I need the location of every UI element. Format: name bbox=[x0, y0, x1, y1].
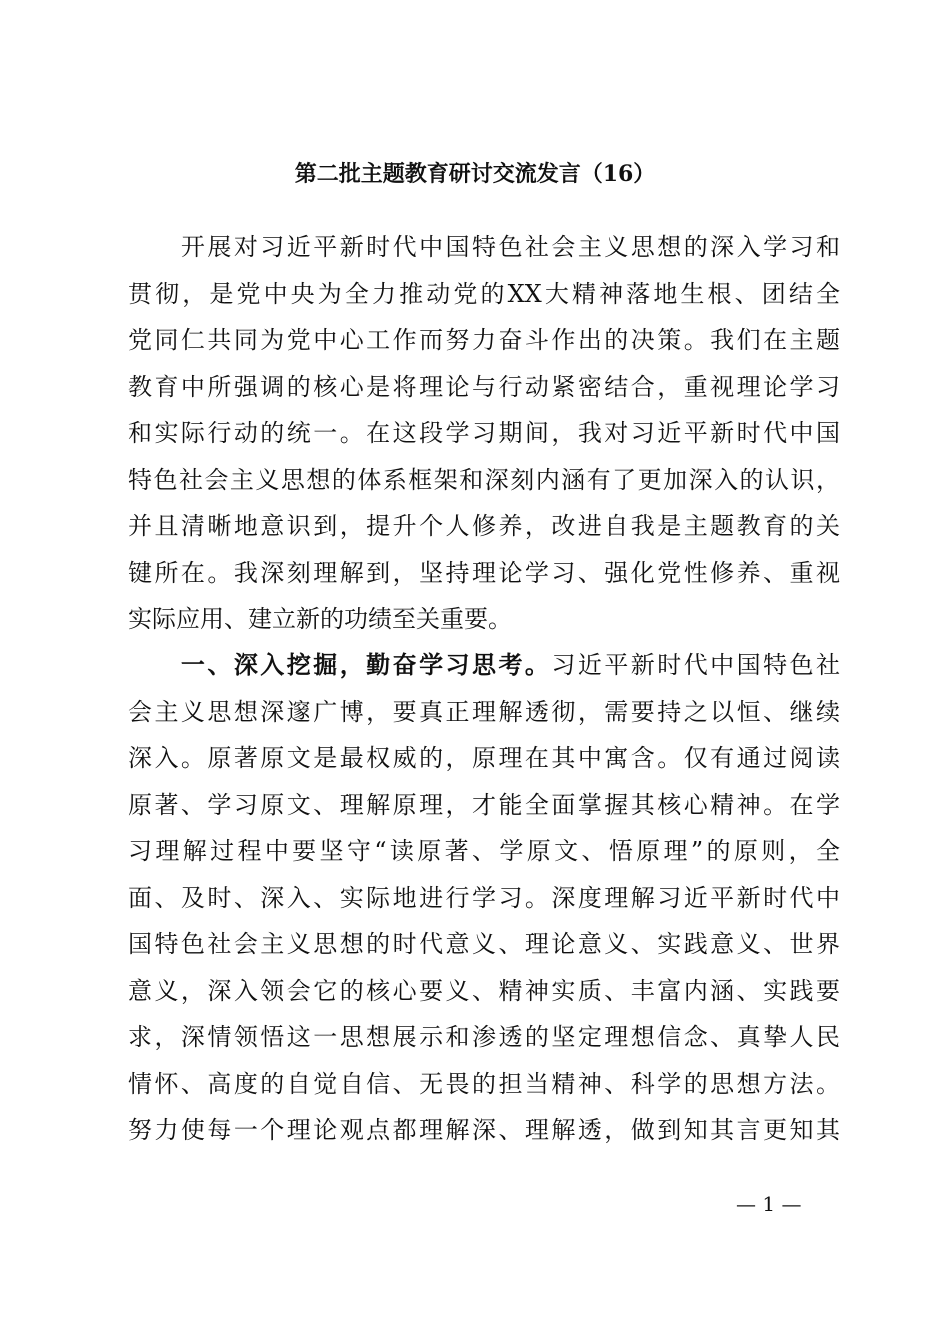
text-line: 特色社会主义思想的体系框架和深刻内涵有了更加深入的认识， bbox=[128, 465, 840, 494]
text-line: 国特色社会主义思想的时代意义、理论意义、实践意义、世界 bbox=[128, 930, 840, 958]
text-line: 键所在。我深刻理解到，坚持理论学习、强化党性修养、重视 bbox=[128, 558, 840, 587]
text-line: 贯彻，是党中央为全力推动党的XX大精神落地生根、团结全 bbox=[128, 279, 840, 308]
text-line: 实际应用、建立新的功绩至关重要。 bbox=[128, 605, 512, 633]
section-heading: 一、深入挖掘，勤奋学习思考。 bbox=[128, 650, 552, 679]
text-line: 面、及时、深入、实际地进行学习。深度理解习近平新时代中 bbox=[128, 883, 840, 912]
text-line: 教育中所强调的核心是将理论与行动紧密结合，重视理论学习 bbox=[128, 372, 840, 401]
text-line: 努力使每一个理论观点都理解深、理解透，做到知其言更知其 bbox=[128, 1116, 840, 1144]
text-line: 并且清晰地意识到，提升个人修养，改进自我是主题教育的关 bbox=[128, 512, 840, 540]
text-line: 党同仁共同为党中心工作而努力奋斗作出的决策。我们在主题 bbox=[128, 326, 840, 354]
text-line bbox=[128, 642, 840, 689]
text-line: 情怀、高度的自觉自信、无畏的担当精神、科学的思想方法。 bbox=[128, 1069, 840, 1098]
text-line: 深入。原著原文是最权威的，原理在其中寓含。仅有通过阅读 bbox=[128, 744, 840, 772]
text-line: 和实际行动的统一。在这段学习期间，我对习近平新时代中国 bbox=[128, 419, 840, 447]
paragraph-section-one bbox=[128, 642, 840, 1154]
document-title: 第二批主题教育研讨交流发言（16） bbox=[294, 161, 656, 187]
text-run: 习近平新时代中国特色社 bbox=[551, 651, 841, 679]
page-number: — 1 — bbox=[736, 1192, 802, 1216]
text-line: 开展对习近平新时代中国特色社会主义思想的深入学习和 bbox=[128, 233, 840, 261]
text-line: 意义，深入领会它的核心要义、精神实质、丰富内涵、实践要 bbox=[128, 976, 840, 1005]
paragraph-intro bbox=[128, 224, 840, 643]
text-line: 原著、学习原文、理解原理，才能全面掌握其核心精神。在学 bbox=[128, 790, 840, 819]
text-line: 会主义思想深邃广博，要真正理解透彻，需要持之以恒、继续 bbox=[128, 697, 840, 726]
text-line: 习理解过程中要坚守“读原著、学原文、悟原理”的原则，全 bbox=[128, 837, 840, 865]
text-line: 求，深情领悟这一思想展示和渗透的坚定理想信念、真挚人民 bbox=[128, 1023, 840, 1051]
